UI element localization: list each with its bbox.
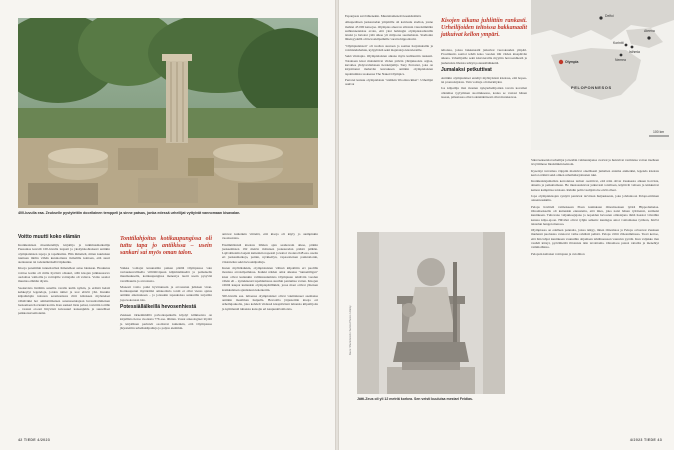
greece-map bbox=[531, 0, 674, 150]
paragraph: antavat kuitenkin viitteitä, että kisoja oli käyty jo aiempinkin vuosisatoina. bbox=[222, 232, 318, 241]
paragraph: Sekä viisitapia. Olympialaisten aikana myös kulttuuriin rankasti. Toisinaan kisat muistuttivat viiden päivän yhtäjaksoista orgiaa, kuvailee yhdysvaltalaisen tietokirjailija Tony Perrottet, joka on kirjoittanut mehevän kuvauksen antiikin olympialaisten tapahtumista teoksessa The Naked Olympics. bbox=[345, 54, 433, 76]
paragraph: "Olympialaisten" oli tuollon suuraan ja saattua harjoituksille ja voimisteluhaluia, kylpylöistä sekä majataloja kisavieraille. bbox=[345, 43, 433, 53]
ateena-dot bbox=[647, 36, 650, 39]
right-column-1 bbox=[345, 14, 433, 88]
paragraph: Kisoja paremmin tunnettaviksi ihmetelleet asiaa lainkaan. Houkutus voittaa kotiin oli mille hyvästä olisuuri, sillä kisojen julkisuusarvo oudoittaa valtioille ja voittajille voittajalle oli valtava. Voitto saattoi muuttaa elämän täysin. bbox=[18, 266, 110, 284]
paragraph: Pelopsin kaltaiset voittajaan ja avioliiton bbox=[531, 251, 585, 256]
map-scale-label: 100 km bbox=[653, 130, 665, 134]
paragraph: Kreikkalaisen maantieteilijä, kirjailija ja tutkimusmatkailija Pausanias kuvaili 100-luvulla laajasti ja yksityiskohtaisesti antiikin olympialaisten tapoja ja tapahtumia. Hän ihmetteli, miten kuuluisan tuuttuen mitlin vähän kunnioitusta Jumalille kohtaan, että suuri ateniaanan tai todennäköisellä läpikulku. bbox=[18, 243, 110, 265]
paragraph: Kuten myöhäisikkin, olympialaisten välissä kilpailtiin eri puolilla monissa arvokilpailuissa. Kaikki näiden omat aikansa "tunnettiligan" kisat olivat kuitenkin valmistautumista Olympiaan tehtäviin vuoden välein eli – nyttekisessä tapahtumassa suurhin pentumaa varten. Kisojen välillä kaupat kuitenkin olympiapäällikköt, jossa maat ottivat yhteisen kreikkalaisen ajanlaskun kalenteriin. bbox=[222, 266, 318, 292]
paragraph: Jos kilpailija ilssi monien nykyurheilijoiden tavoin kovemat ollenmaa tyytymisen suorituksessa, koska se vastasi hänen tasaan, pääasiassa ollut todennäköisesti ollut murskaavaa. bbox=[441, 86, 527, 99]
photo-caption: 400-luvulla eaa. Zeukselle pystytettiin doorilainen temppeli ja sinne patsas, jonka edessä urheilijat vyttyivät vannomaan kisavalan. bbox=[18, 211, 241, 215]
photo-credit: Kuva: Shutterstock / Aurora Photos / Alamy bbox=[349, 305, 352, 355]
map-label-olympia: Olympia bbox=[565, 60, 579, 64]
paragraph: Zeuksen tärkeimmällä palvontapaikalla käydyt kilikisoista on kirjallista tietoa vuodesta 776 eaa. lähtien. Uusat arkeologiset löydöt ja kirjallinen perinnöt osoittavat kuitenkin, että Olympiassa järjestettiin urheilukilpailuja jo paljon aiemmin. bbox=[120, 312, 212, 330]
map-label-ateena: Ateena bbox=[644, 29, 655, 33]
section-heading: Jumalaksi petkuttivat bbox=[441, 66, 492, 73]
map-label-korintti: Korintti bbox=[613, 41, 624, 45]
zeus-statue-illustration bbox=[357, 232, 505, 394]
left-column-1 bbox=[18, 232, 110, 318]
paragraph: Antiikin olympialaiset ennätyt myöhyisissä kisoissa, että hopea- tai pronssisijoista. Vain voittaja oli merkityksi. bbox=[441, 75, 527, 85]
paragraph: teltoissa, joissa bakkanaalit jatkuivat vuorokauden ympäri. Prostituutio saattoi tehdä koko vuoden tilit viiden kisapäivän aikana. Urheilijoille sekä kisavieraille myytiin hevosenhiestä ja jauhetuista lihoista tehtyä potenssilääkkeitä. bbox=[441, 47, 527, 65]
section-heading: Voitto muutti koko elämän bbox=[18, 234, 81, 240]
korintti-dot bbox=[625, 44, 628, 47]
page-footer-right: 4/2023 TIEDE 43 bbox=[629, 438, 662, 442]
map-label-delfoi: Delfoi bbox=[605, 14, 614, 18]
paragraph: 500-luvulle eaa. tultaessa olympialaiset olivat vakiintuneet asemansa antiikin maailman huipulla. Hevosilla järjestettiin kisoja eri urheilujoukolta, joka kohdeli viidessä kisapäivässä tuhansia kilpailijoita ja kymmeniä tuhansia katsojia eri kaupunkivaltioista. bbox=[222, 293, 318, 311]
right-page bbox=[339, 0, 674, 450]
zeus-caption: Jätti-Zeus oli yli 12 metriä korkea. Sen veisti kuuluisa mestari Feidias. bbox=[357, 397, 473, 401]
olympia-dot bbox=[559, 60, 563, 64]
left-page bbox=[0, 0, 335, 450]
map-region-label: PELOPONNESOS bbox=[571, 85, 612, 90]
paragraph: Pelops havitteli vaimokseen Pisan kuninkaan Oinomaoksen tytärä Hippodameiaa. Oinomaoksella oli kuitenkin ennustettu, että mies, joka naisi hänen tyttärensä, surmaisi kuninkaan. Tuhovana valjakkoajajana ja nopeiden hevosten omistajana tämä haastoi viiveihin kanssa kilpa-ajoon. Häviönt olivat tyhjin selkein: kuningas antoi voittamansa tyttären, hävivi taistelun hengen menosa. bbox=[531, 204, 659, 226]
nemea-dot bbox=[620, 54, 623, 57]
right-column-2 bbox=[441, 14, 527, 101]
paragraph: Kyseinyt turvamaa viippiin madalvat oleellisesti jumalten antama enmerkki, legenda kisoista kertoi eräästä sekä omien urheiluharjoitusten tuki. bbox=[531, 168, 659, 177]
map-label-nemea: Nemea bbox=[615, 58, 626, 62]
paragraph: Monesti voitto poiki hyvärunsain ja arvostetun julkisen viran. Kotikaupunki myöntämä omakotitalo tontti ei ollut vieras ajatus antiikin aikoinakaan – ja joissakin tapauksissa sankarille tarjottiin jopa kokonaan talo. bbox=[120, 284, 212, 302]
paragraph: Jopa olympiakisojen syntytä pentuvat tarvitaan huijauksesta, joka johdantoon Pelops-nimisen onnennoukkiin. bbox=[531, 194, 659, 203]
pull-quote: Kisojen aikana juhlittiin rankasti. Urheilijoiden teltoissa bakkanaalit jatkuivat kellon ympäri. bbox=[441, 18, 527, 39]
paragraph: Perrotet kutsuu olympialaisia "antiikin Woodstockiksi". Urheilijat asuivat bbox=[345, 77, 433, 87]
page-footer-left: 42 TIEDE 4/2023 bbox=[18, 438, 51, 442]
delfoi-dot bbox=[599, 16, 602, 19]
right-column-3 bbox=[531, 158, 659, 258]
paragraph: Siksi keksetalat urheilijat ja heidän valmentajansa ovatvat ja huiuvivat varmistaa voiton itselleen tavyttämeaa likaisiinkin keinoin. bbox=[531, 158, 659, 167]
left-column-2 bbox=[120, 232, 212, 332]
pull-quote: Tonttilahjoitus kotikaupungissa oli tuttu tapa jo antiikissa – usein sankari sai myös oman talon. bbox=[120, 236, 212, 257]
isthmia-dot bbox=[631, 46, 634, 49]
paragraph: Ensimmäisistä kisoista lähtien ajan saatkavain aikaa, pitkiin juoksemisten 192 metrin mittaisen juoksuradan päästä päähän. Lajivalikoima laajeni kuitenkin nopeasti ja kattoi vuonna 648 eaa. useita eri juoksumatkoja, painin, nyrkkeilyn, vapaaotteisen pankrationin, viisiottelun sekä hevoskilpailuja. bbox=[222, 242, 318, 264]
paragraph: Saokuvista lisältäin sanallta varalla kulm nytkin, ja eräistä heistä kehkeytyi legendoja, joiden nimet ja teot elävät yhä. Kunkin kilpailulajin tulosten seremoniasta riitti kiitoksen myönteiset vähtävikki hot ammattimaisen sanansaatutajaan luvaudrommeisen luokomaan ilovienkä koriin. Kun sankari lisäa palasi, tavuttiin toriille – vaatasi otooni liityvästi kuvasuuri kansanjuhla ja suurellisei paikkonsavemonniat. bbox=[18, 285, 110, 316]
paragraph: Kreikkalaisjumalista kerrotuissa tarinat osoittivat, että näin olivat Zeuksesta alkaen horvista, ahneita ja petkuttamaan. He mustasuistavat jatkuvasti toisiltaan, käyttivät valtaan ja kirkkuivat keinon kampittaa toisiaan. Rehdin pelin vaalijoita he eivät olleet. bbox=[531, 179, 659, 192]
left-column-3 bbox=[222, 232, 318, 313]
olympia-ruins-photo bbox=[18, 18, 318, 208]
paragraph: Espanjasta asti lähtenekin. Muutaitamenetti kaaskäsiäistä. bbox=[345, 14, 422, 18]
paragraph: Alkuperäisen juoksuradan ympärille oli kaivuutu stadion, jonne mahtui 45 000 katsojaa. Olympias aluevon siltoisin viereisimmäin suihtunneteisisu avoin, että yksi helsingin olympiastadionilla istuisi ja huvaisi ytää alkaa yli miljoona suomalaista. Stadionin läheisyydellä oli hevoskilpailuille varattu hippodromi. bbox=[345, 20, 433, 42]
paragraph: Vaikka voittajat kruunattiin paikan päällä Olympiassa vain vertauskuvallisella villiöliivipuun kilpimielikseltä ja pamaleella muumauksella, kotikaupungissa menestys tuotti usein pysyvää varallisuutta ja arvostusta. bbox=[120, 265, 212, 283]
map-label-isthmia: Isthmia bbox=[629, 50, 640, 54]
paragraph: Olympiassa on edelleen pannaita, joissa näkyy, miten Oinomaos ja Pelops ovissavat Zeuksen mielensä puolustaa vannovat vaihe rehdistä pelistä. Pelops väliti viileanmmassa. Tuoti kertoo, että hän lahjoi kuninkaan vaunuihin ohjamaan tahdituessaan vaunuvn pyörät. Kun valjakko ilen vauhdi kärsyi, pyörähtelää ilttoisista niin tavoittama. Oinomaos putosi rattailta ja menehtyi vammoihinsa. bbox=[531, 228, 659, 250]
section-heading: Potessiällälkeillä hevosenhiestä bbox=[120, 303, 197, 310]
